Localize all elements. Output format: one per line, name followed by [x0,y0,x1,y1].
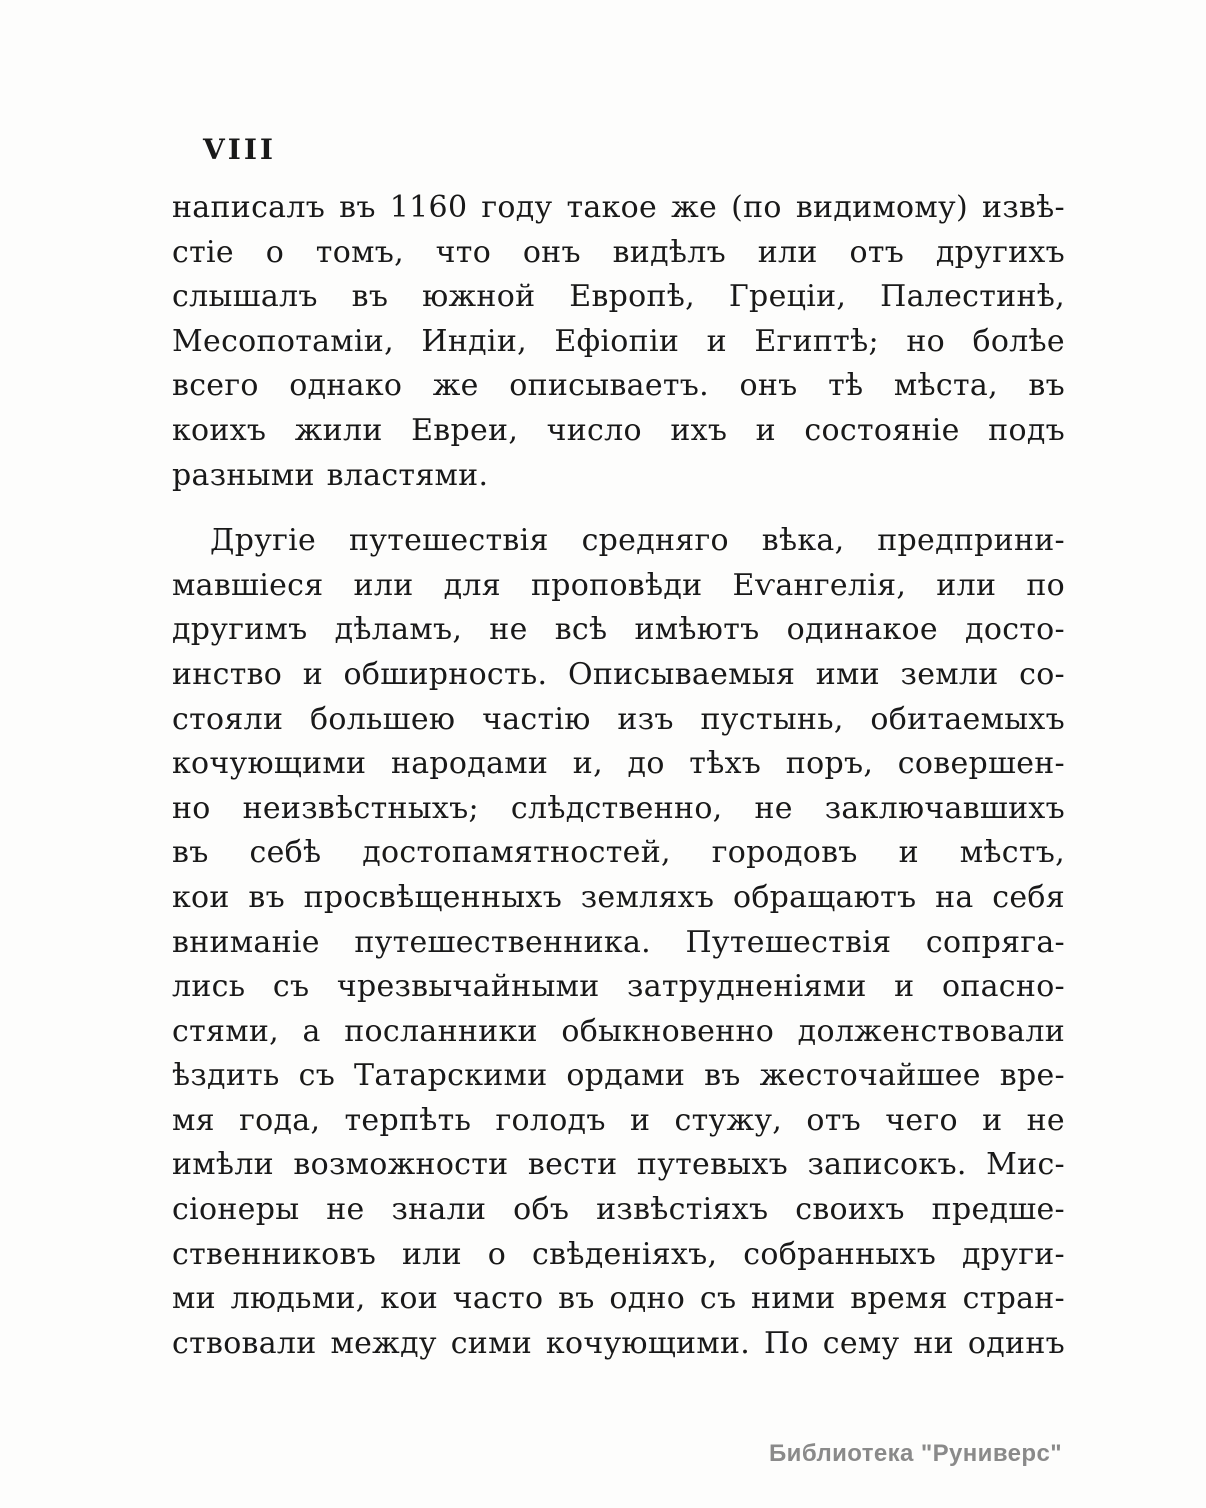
text-line: кои въ просвѣщенныхъ земляхъ обращаютъ на себя [172,879,1065,915]
text-line: ственниковъ или о свѣденіяхъ, собранныхъ други- [172,1236,1065,1272]
text-line: но неизвѣстныхъ; слѣдственно, не заключавшихъ [172,790,1065,826]
text-line: слышалъ въ южной Европѣ, Греціи, Палестинѣ, [172,279,1065,315]
text-line: сіонеры не знали объ извѣстіяхъ своихъ предше- [172,1192,1065,1228]
text-line: ѣздить съ Татарскими ордами въ жесточайшее вре- [172,1058,1065,1094]
text-line: всего однако же описываетъ. онъ тѣ мѣста, въ [172,368,1065,404]
text-line: разными властями. [172,457,489,493]
text-line: инство и обширность. Описываемыя ими земли со- [172,656,1065,692]
text-line: стями, а посланники обыкновенно долженствовали [172,1013,1065,1049]
text-line: написалъ въ 1160 году такое же (по видимому) извѣ- [172,190,1065,225]
text-line: Месопотаміи, Индіи, Ефіопіи и Египтѣ; но болѣе [172,323,1065,359]
text-line: Другіе путешествія средняго вѣка, предприни- [210,523,1065,559]
text-line: ми людьми, кои часто въ одно съ ними время стран- [172,1281,1065,1317]
text-line: другимъ дѣламъ, не всѣ имѣютъ одинакое досто- [172,612,1065,648]
text-line: стояли большею частію изъ пустынь, обитаемыхъ [172,701,1065,737]
text-line: ствовали между сими кочующими. По сему ни одинъ [172,1325,1065,1361]
body-text [172,186,1065,1366]
text-line: лись съ чрезвычайными затрудненіями и опасно- [172,969,1065,1005]
text-line: мавшіеся или для проповѣди Еѵангелія, или по [172,567,1065,603]
library-watermark: Библиотека "Руниверс" [769,1440,1062,1467]
text-line: мя года, терпѣть голодъ и стужу, отъ чего и не [172,1102,1065,1138]
text-line: вниманіе путешественника. Путешествія сопряга- [172,924,1065,960]
text-line: стіе о томъ, что онъ видѣлъ или отъ другихъ [172,234,1065,270]
text-line: въ себѣ достопамятностей, городовъ и мѣстъ, [172,835,1065,871]
page-number: VIII [203,133,277,166]
paragraph [172,186,1065,498]
text-line: кочующими народами и, до тѣхъ поръ, совершен- [172,746,1065,782]
text-line: коихъ жили Евреи, число ихъ и состояніе подъ [172,412,1065,448]
text-line: имѣли возможности вести путевыхъ записокъ. Мис- [172,1147,1065,1183]
paragraph [172,519,1065,1366]
